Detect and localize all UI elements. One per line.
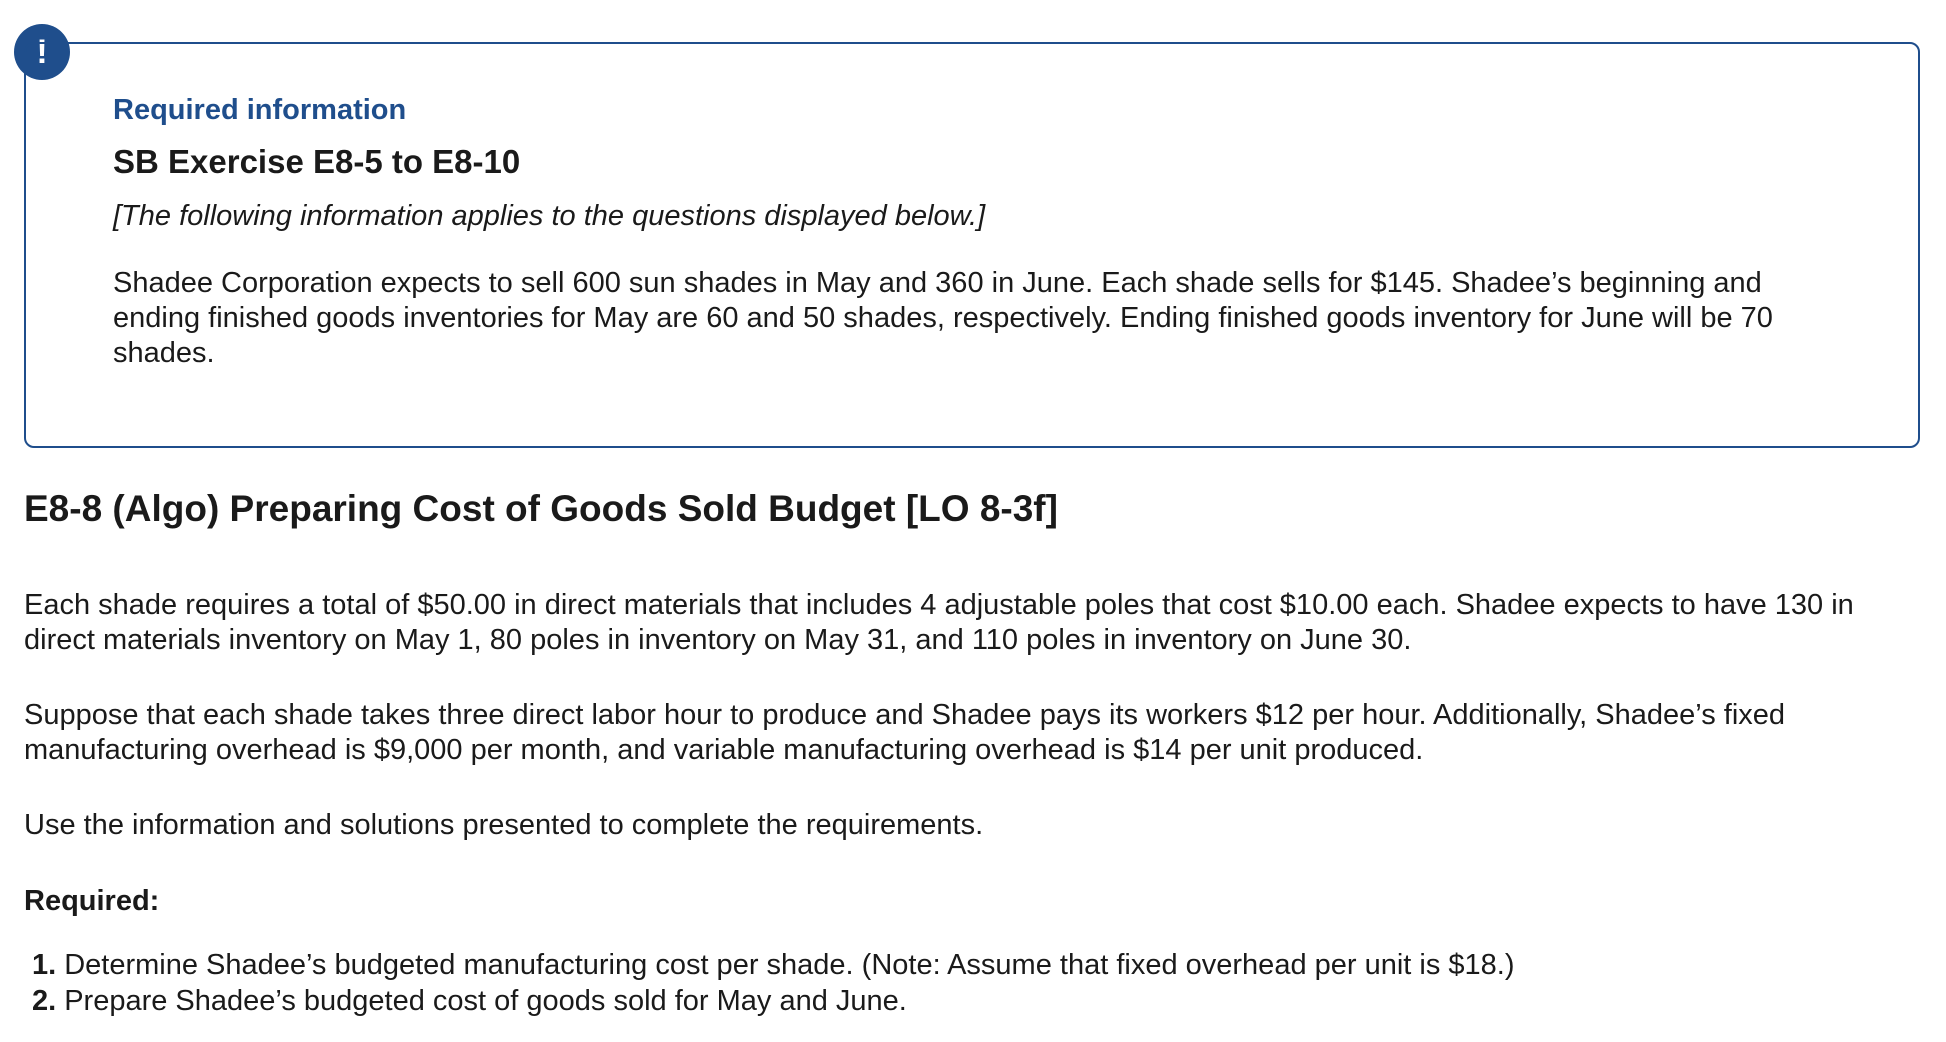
exercise-title: SB Exercise E8-5 to E8-10 <box>113 143 521 180</box>
requirement-text: Prepare Shadee’s budgeted cost of goods sold for May and June. <box>64 985 907 1017</box>
required-label: Required: <box>24 885 160 917</box>
requirements-list <box>24 947 1904 1019</box>
paragraph-materials: Each shade requires a total of $50.00 in direct materials that includes 4 adjustable poles that cost $10.00 each. Shadee expects to have 130 in direct materials inventory on May 1, 80 poles in inventory on May 31, and 110 poles in inventory on June 30. <box>24 589 1854 656</box>
requirement-number: 2. <box>32 985 57 1017</box>
requirement-number: 1. <box>32 949 57 981</box>
required-information-heading: Required information <box>113 94 407 126</box>
requirement-text: Determine Shadee’s budgeted manufacturing cost per shade. (Note: Assume that fixed overhead per unit is $18.) <box>64 949 1515 981</box>
problem-content <box>24 486 1904 1019</box>
problem-title: E8-8 (Algo) Preparing Cost of Goods Sold Budget [LO 8-3f] <box>24 488 1058 529</box>
requirement-item <box>32 983 1904 1019</box>
paragraph-labor-overhead: Suppose that each shade takes three direct labor hour to produce and Shadee pays its workers $12 per hour. Additionally, Shadee’s fixed manufacturing overhead is $9,000 per month, and variable manufacturing overhead is $14 per unit produced. <box>24 699 1786 766</box>
requirement-item <box>32 947 1904 983</box>
applies-note: [The following information applies to the questions displayed below.] <box>113 200 986 232</box>
paragraph-instructions: Use the information and solutions presented to complete the requirements. <box>24 809 984 841</box>
scenario-text: Shadee Corporation expects to sell 600 sun shades in May and 360 in June. Each shade sells for $145. Shadee’s beginning and ending finished goods inventories for May are 60 and 50 shades, respectively. Ending finished goods inventory for June will be 70 shades. <box>113 267 1773 369</box>
alert-icon: ! <box>14 24 70 80</box>
required-information-box <box>24 42 1920 448</box>
